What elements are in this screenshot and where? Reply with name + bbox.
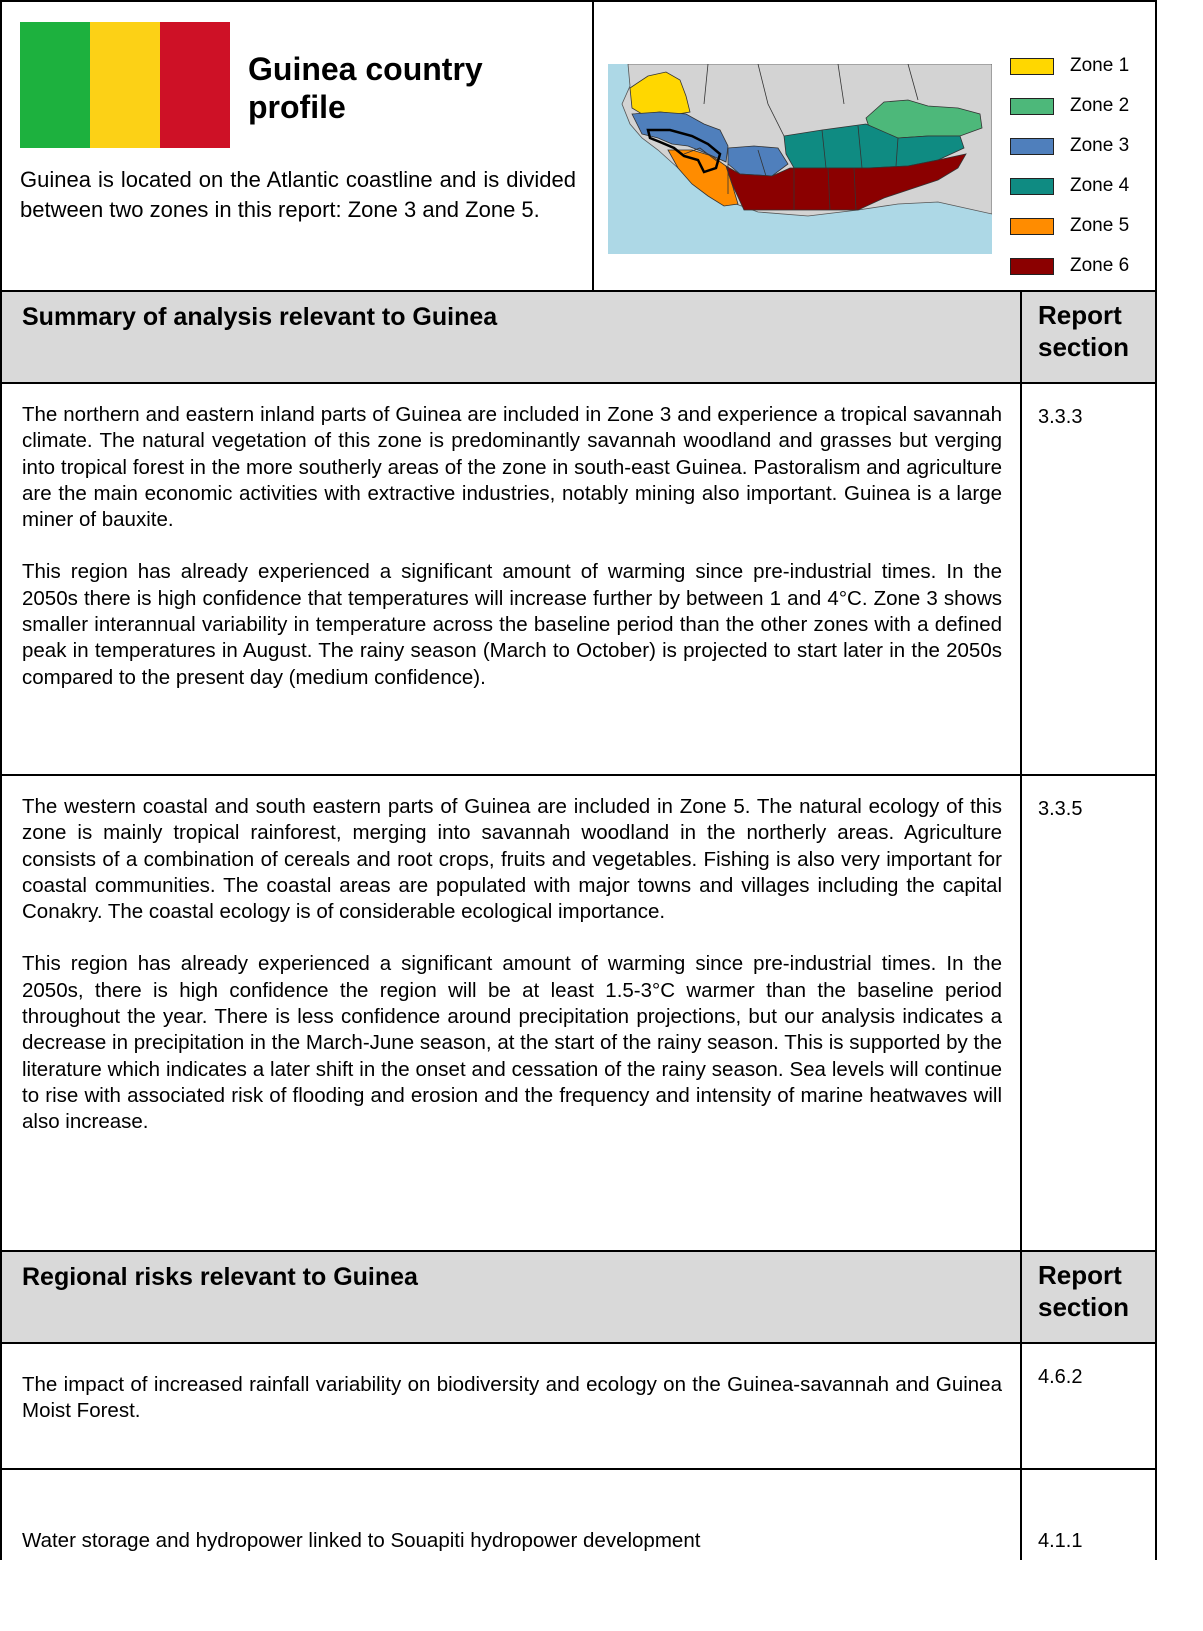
legend-item <box>1010 246 1129 286</box>
summary-paragraph: This region has already experienced a significant amount of warming since pre-industrial times. In the 2050s, there is high confidence the region will be at least 1.5-3°C warmer than the baseline period throughout the year. There is less confidence around precipitation projections, but our analysis indicates a decrease in precipitation in the March-June season, at the start of the rainy season. This is supported by the literature which indicates a later shift in the onset and cessation of the rainy season. Sea levels will continue to rise with associated risk of flooding and erosion and the frequency and intensity of marine heatwaves will also increase. <box>22 952 1002 1134</box>
legend-swatch <box>1010 218 1054 235</box>
zone-map <box>608 64 992 254</box>
flag-stripe-red-side <box>20 22 90 148</box>
summary-paragraph: This region has already experienced a significant amount of warming since pre-industrial times. In the 2050s there is high confidence that temperatures will increase further by between 1 and 4°C. Zone 3 shows smaller interannual variability in temperature across the baseline period than the other zones with a defined peak in temperatures in August. The rainy season (March to October) is projected to start later in the 2050s compared to the present day (medium confidence). <box>22 560 1002 689</box>
profile-header <box>2 2 1155 292</box>
summary-text-cell <box>2 384 1020 774</box>
legend-label: Zone 2 <box>1070 95 1130 116</box>
risk-text: Water storage and hydropower linked to Souapiti hydropower development <box>22 1529 701 1552</box>
legend-label: Zone 5 <box>1070 215 1130 236</box>
legend-swatch <box>1010 178 1054 195</box>
legend-swatch <box>1010 58 1054 75</box>
summary-paragraph: The northern and eastern inland parts of Guinea are included in Zone 3 and experience a tropical savannah climate. The natural vegetation of this zone is predominantly savannah woodland and grasses but verging into tropical forest in the more southerly areas of the zone in south-east Guinea. Pastoralism and agriculture are the main economic activities with extractive industries, notably mining also important. Guinea is a large miner of bauxite. <box>22 403 1002 532</box>
summary-paragraph: The western coastal and south eastern parts of Guinea are included in Zone 5. The natural ecology of this zone is mainly tropical rainforest, merging into savannah woodland in the northerly areas. Agriculture consists of a combination of cereals and root crops, fruits and vegetables. Fishing is also very important for coastal communities. The coastal areas are populated with major towns and villages including the capital Conakry. The coastal ecology is of considerable ecological importance. <box>22 795 1002 924</box>
legend-label: Zone 4 <box>1070 175 1130 196</box>
report-section-ref: 4.6.2 <box>1020 1344 1155 1468</box>
report-section-ref: 4.1.1 <box>1020 1470 1155 1560</box>
summary-text-cell <box>2 776 1020 1250</box>
intro-text: Guinea is located on the Atlantic coastline and is divided between two zones in this report: Zone 3 and Zone 5. <box>20 167 576 222</box>
legend-label: Zone 1 <box>1070 55 1130 76</box>
summary-row-zone-5 <box>2 776 1155 1252</box>
risk-text-cell <box>2 1344 1020 1468</box>
risks-section-heading: Report section <box>1020 1252 1155 1342</box>
summary-heading: Summary of analysis relevant to Guinea <box>22 303 498 331</box>
legend-item <box>1010 206 1129 246</box>
legend-label: Zone 6 <box>1070 255 1130 276</box>
legend-item <box>1010 126 1129 166</box>
legend-item <box>1010 86 1129 126</box>
risk-text: The impact of increased rainfall variability on biodiversity and ecology on the Guinea-savannah and Guinea Moist Forest. <box>22 1373 1002 1423</box>
legend-swatch <box>1010 138 1054 155</box>
guinea-flag <box>20 22 230 148</box>
flag-stripe-right <box>160 22 230 148</box>
map-legend <box>1010 46 1129 286</box>
risk-row <box>2 1344 1155 1470</box>
legend-item <box>1010 46 1129 86</box>
risks-heading-row <box>2 1252 1155 1344</box>
flag-stripe-middle <box>90 22 160 148</box>
summary-section-heading: Report section <box>1020 292 1155 382</box>
risk-row <box>2 1470 1155 1560</box>
report-section-ref: 3.3.5 <box>1020 776 1155 1250</box>
risk-text-cell <box>2 1470 1020 1560</box>
summary-row-zone-3 <box>2 384 1155 776</box>
page-title: Guinea country profile <box>248 51 483 125</box>
summary-heading-row <box>2 292 1155 384</box>
legend-swatch <box>1010 258 1054 275</box>
header-divider <box>592 2 594 290</box>
legend-label: Zone 3 <box>1070 135 1130 156</box>
report-section-ref: 3.3.3 <box>1020 384 1155 774</box>
header-left-cell <box>2 2 592 290</box>
risks-heading: Regional risks relevant to Guinea <box>22 1263 418 1291</box>
legend-swatch <box>1010 98 1054 115</box>
legend-item <box>1010 166 1129 206</box>
